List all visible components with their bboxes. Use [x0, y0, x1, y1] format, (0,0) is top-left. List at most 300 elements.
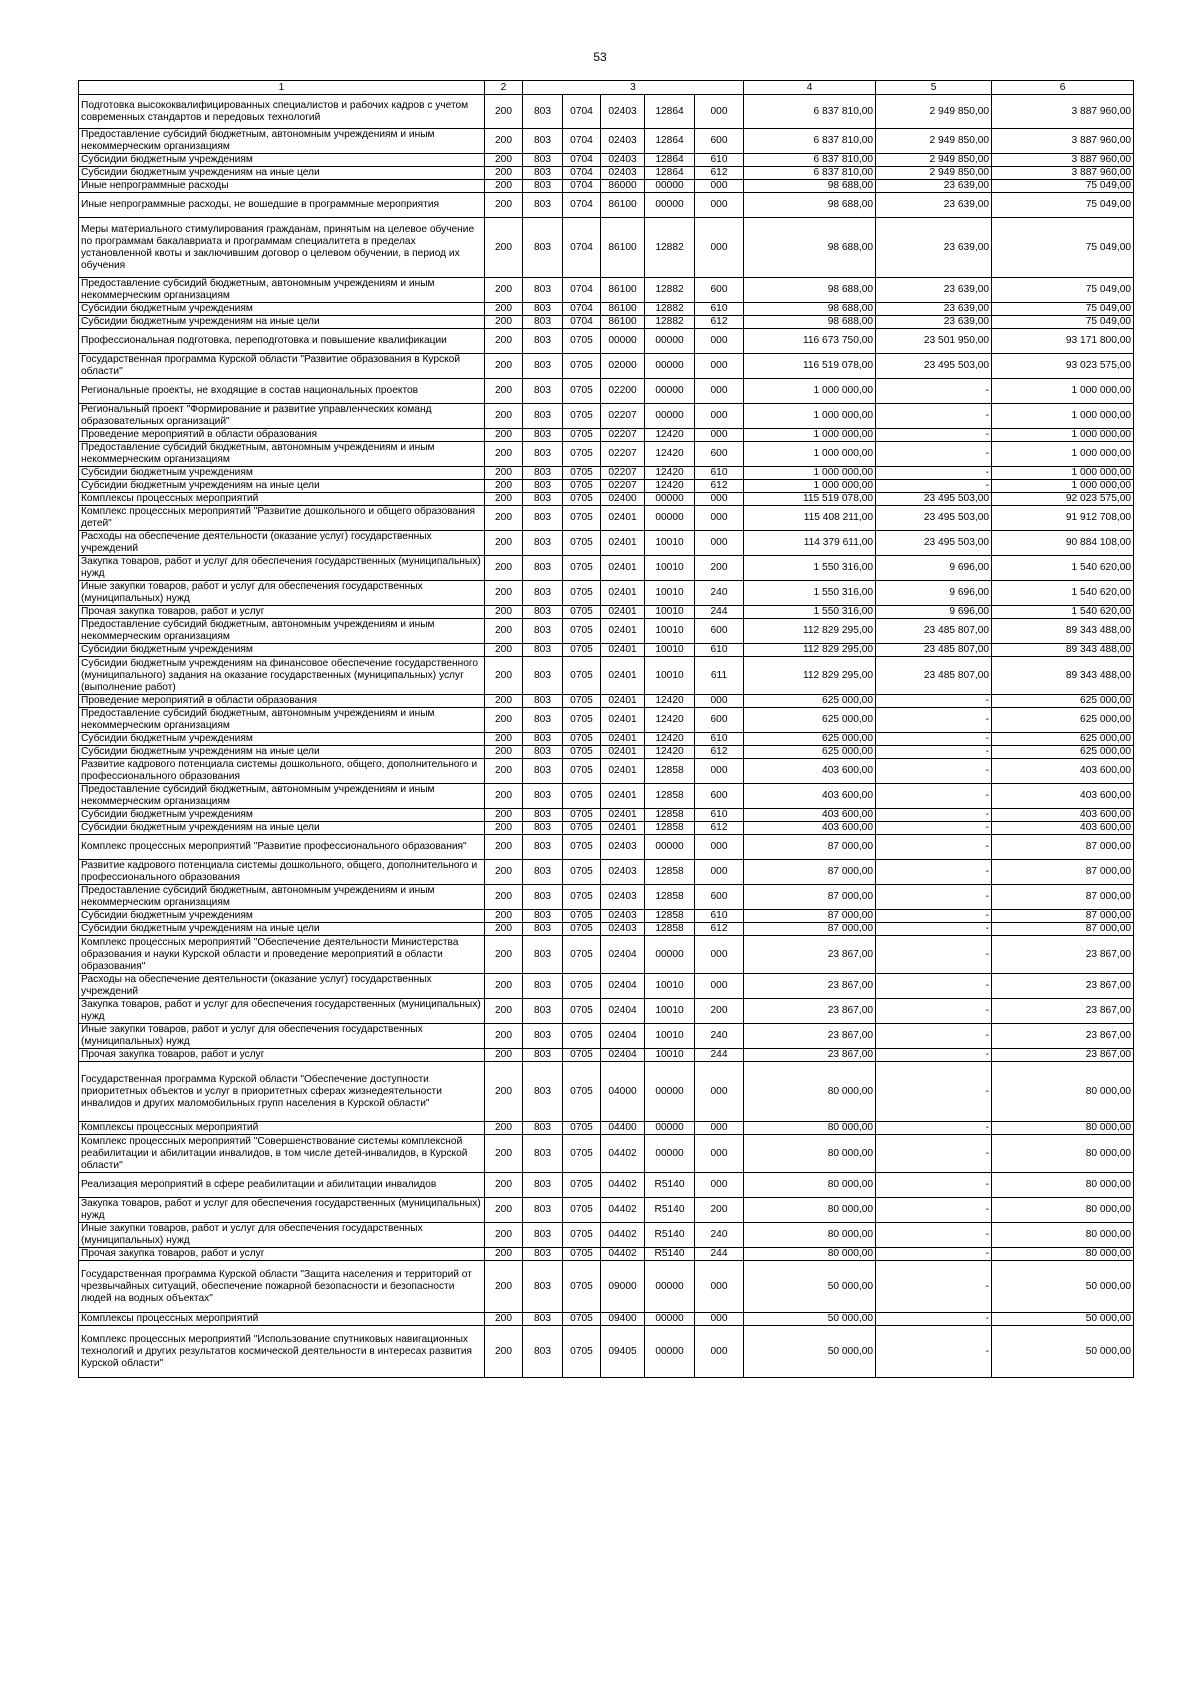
code-program: 02403: [601, 154, 645, 167]
code-subsection: 0705: [563, 910, 601, 923]
amount-regional: 403 600,00: [992, 759, 1134, 784]
code-subsection: 0705: [563, 354, 601, 379]
code-section: 803: [523, 1024, 563, 1049]
row-name: Иные закупки товаров, работ и услуг для обеспечения государственных (муниципальных) нужд: [79, 1223, 485, 1248]
code-chapter: 200: [485, 303, 523, 316]
code-section: 803: [523, 1122, 563, 1135]
amount-total: 116 673 750,00: [744, 329, 876, 354]
code-expense-type: 000: [695, 95, 744, 129]
code-section: 803: [523, 657, 563, 695]
amount-federal: -: [876, 923, 992, 936]
code-chapter: 200: [485, 180, 523, 193]
code-section: 803: [523, 936, 563, 974]
code-program: 02404: [601, 974, 645, 999]
amount-federal: -: [876, 695, 992, 708]
code-subsection: 0704: [563, 218, 601, 278]
code-chapter: 200: [485, 1248, 523, 1261]
code-section: 803: [523, 218, 563, 278]
row-name: Предоставление субсидий бюджетным, автономным учреждениям и иным некоммерческим организациям: [79, 278, 485, 303]
budget-table: [78, 80, 1134, 1378]
code-expense-type: 000: [695, 404, 744, 429]
code-expense-type: 200: [695, 556, 744, 581]
code-program: 04402: [601, 1223, 645, 1248]
table-row: [79, 1049, 1134, 1062]
code-chapter: 200: [485, 218, 523, 278]
amount-federal: -: [876, 379, 992, 404]
code-subsection: 0705: [563, 1248, 601, 1261]
amount-federal: -: [876, 835, 992, 860]
table-row: [79, 923, 1134, 936]
row-name: Субсидии бюджетным учреждениям: [79, 809, 485, 822]
code-subsection: 0705: [563, 506, 601, 531]
amount-federal: 23 501 950,00: [876, 329, 992, 354]
row-name: Прочая закупка товаров, работ и услуг: [79, 1049, 485, 1062]
code-direction: 00000: [645, 1062, 695, 1122]
code-expense-type: 000: [695, 193, 744, 218]
code-program: 09405: [601, 1326, 645, 1378]
code-subsection: 0705: [563, 644, 601, 657]
amount-federal: -: [876, 1198, 992, 1223]
code-expense-type: 000: [695, 1173, 744, 1198]
amount-regional: 23 867,00: [992, 1024, 1134, 1049]
amount-federal: 23 639,00: [876, 316, 992, 329]
code-subsection: 0705: [563, 531, 601, 556]
amount-federal: -: [876, 910, 992, 923]
code-subsection: 0705: [563, 467, 601, 480]
table-row: [79, 695, 1134, 708]
code-program: 02403: [601, 129, 645, 154]
code-direction: 00000: [645, 354, 695, 379]
amount-federal: -: [876, 733, 992, 746]
code-expense-type: 000: [695, 180, 744, 193]
header-col-6: 6: [992, 81, 1134, 95]
header-row: [79, 81, 1134, 95]
code-chapter: 200: [485, 1326, 523, 1378]
code-section: 803: [523, 1135, 563, 1173]
code-section: 803: [523, 860, 563, 885]
row-name: Прочая закупка товаров, работ и услуг: [79, 606, 485, 619]
code-program: 02403: [601, 95, 645, 129]
code-section: 803: [523, 1261, 563, 1313]
table-row: [79, 885, 1134, 910]
code-subsection: 0705: [563, 556, 601, 581]
amount-regional: 75 049,00: [992, 193, 1134, 218]
code-subsection: 0705: [563, 606, 601, 619]
code-program: 02403: [601, 860, 645, 885]
amount-regional: 23 867,00: [992, 974, 1134, 999]
amount-total: 87 000,00: [744, 885, 876, 910]
code-expense-type: 000: [695, 695, 744, 708]
row-name: Субсидии бюджетным учреждениям: [79, 467, 485, 480]
table-row: [79, 429, 1134, 442]
code-subsection: 0705: [563, 404, 601, 429]
code-subsection: 0704: [563, 303, 601, 316]
code-program: 02401: [601, 556, 645, 581]
code-expense-type: 240: [695, 1223, 744, 1248]
code-subsection: 0705: [563, 835, 601, 860]
code-program: 02401: [601, 759, 645, 784]
amount-regional: 87 000,00: [992, 885, 1134, 910]
code-direction: 10010: [645, 606, 695, 619]
row-name: Предоставление субсидий бюджетным, автономным учреждениям и иным некоммерческим организациям: [79, 619, 485, 644]
code-program: 86100: [601, 316, 645, 329]
code-section: 803: [523, 329, 563, 354]
amount-total: 1 000 000,00: [744, 442, 876, 467]
amount-federal: -: [876, 1024, 992, 1049]
code-expense-type: 240: [695, 1024, 744, 1049]
table-row: [79, 95, 1134, 129]
code-direction: 12420: [645, 746, 695, 759]
code-section: 803: [523, 619, 563, 644]
code-expense-type: 612: [695, 316, 744, 329]
code-chapter: 200: [485, 835, 523, 860]
code-expense-type: 000: [695, 493, 744, 506]
code-section: 803: [523, 695, 563, 708]
amount-regional: 403 600,00: [992, 822, 1134, 835]
code-expense-type: 612: [695, 167, 744, 180]
code-direction: 12420: [645, 467, 695, 480]
amount-federal: -: [876, 860, 992, 885]
code-program: 02207: [601, 467, 645, 480]
code-chapter: 200: [485, 354, 523, 379]
code-expense-type: 000: [695, 429, 744, 442]
code-expense-type: 000: [695, 329, 744, 354]
row-name: Реализация мероприятий в сфере реабилитации и абилитации инвалидов: [79, 1173, 485, 1198]
code-expense-type: 000: [695, 1261, 744, 1313]
code-subsection: 0705: [563, 809, 601, 822]
code-expense-type: 600: [695, 784, 744, 809]
amount-total: 112 829 295,00: [744, 619, 876, 644]
amount-federal: 23 639,00: [876, 303, 992, 316]
amount-regional: 89 343 488,00: [992, 644, 1134, 657]
amount-regional: 50 000,00: [992, 1261, 1134, 1313]
code-direction: 10010: [645, 556, 695, 581]
table-row: [79, 1198, 1134, 1223]
code-section: 803: [523, 129, 563, 154]
code-expense-type: 611: [695, 657, 744, 695]
code-program: 02401: [601, 695, 645, 708]
code-expense-type: 600: [695, 442, 744, 467]
code-section: 803: [523, 480, 563, 493]
code-chapter: 200: [485, 657, 523, 695]
code-expense-type: 240: [695, 581, 744, 606]
code-expense-type: 000: [695, 835, 744, 860]
code-chapter: 200: [485, 429, 523, 442]
amount-total: 403 600,00: [744, 759, 876, 784]
row-name: Субсидии бюджетным учреждениям на иные цели: [79, 480, 485, 493]
amount-federal: -: [876, 708, 992, 733]
code-section: 803: [523, 809, 563, 822]
code-program: 02401: [601, 809, 645, 822]
amount-regional: 50 000,00: [992, 1326, 1134, 1378]
code-subsection: 0705: [563, 581, 601, 606]
code-section: 803: [523, 556, 563, 581]
code-program: 02403: [601, 885, 645, 910]
amount-regional: 1 540 620,00: [992, 606, 1134, 619]
amount-total: 23 867,00: [744, 999, 876, 1024]
amount-regional: 23 867,00: [992, 1049, 1134, 1062]
code-section: 803: [523, 354, 563, 379]
row-name: Прочая закупка товаров, работ и услуг: [79, 1248, 485, 1261]
code-subsection: 0704: [563, 278, 601, 303]
amount-total: 115 519 078,00: [744, 493, 876, 506]
row-name: Субсидии бюджетным учреждениям на иные цели: [79, 746, 485, 759]
code-subsection: 0705: [563, 429, 601, 442]
amount-total: 87 000,00: [744, 835, 876, 860]
code-section: 803: [523, 733, 563, 746]
amount-total: 87 000,00: [744, 860, 876, 885]
code-subsection: 0705: [563, 657, 601, 695]
code-subsection: 0705: [563, 442, 601, 467]
code-subsection: 0705: [563, 885, 601, 910]
amount-federal: -: [876, 936, 992, 974]
amount-federal: -: [876, 1049, 992, 1062]
amount-federal: -: [876, 809, 992, 822]
code-direction: 12882: [645, 218, 695, 278]
amount-regional: 80 000,00: [992, 1223, 1134, 1248]
code-expense-type: 610: [695, 733, 744, 746]
code-program: 04402: [601, 1198, 645, 1223]
code-chapter: 200: [485, 809, 523, 822]
amount-total: 87 000,00: [744, 923, 876, 936]
code-subsection: 0704: [563, 167, 601, 180]
code-subsection: 0705: [563, 329, 601, 354]
row-name: Развитие кадрового потенциала системы дошкольного, общего, дополнительного и профессионального образования: [79, 759, 485, 784]
amount-federal: 23 639,00: [876, 180, 992, 193]
amount-regional: 1 000 000,00: [992, 442, 1134, 467]
code-chapter: 200: [485, 1313, 523, 1326]
amount-regional: 80 000,00: [992, 1122, 1134, 1135]
amount-total: 625 000,00: [744, 733, 876, 746]
amount-regional: 1 540 620,00: [992, 556, 1134, 581]
table-row: [79, 1326, 1134, 1378]
code-subsection: 0705: [563, 695, 601, 708]
code-chapter: 200: [485, 329, 523, 354]
amount-regional: 1 540 620,00: [992, 581, 1134, 606]
code-program: 02401: [601, 506, 645, 531]
row-name: Государственная программа Курской области "Защита населения и территорий от чрезвычайных ситуаций, обеспечение пожарной безопасности и безопасности людей на водных объектах": [79, 1261, 485, 1313]
row-name: Закупка товаров, работ и услуг для обеспечения государственных (муниципальных) нужд: [79, 999, 485, 1024]
code-expense-type: 000: [695, 506, 744, 531]
table-row: [79, 619, 1134, 644]
amount-federal: 9 696,00: [876, 556, 992, 581]
code-program: 02207: [601, 442, 645, 467]
amount-federal: -: [876, 999, 992, 1024]
row-name: Комплексы процессных мероприятий: [79, 1313, 485, 1326]
code-direction: 00000: [645, 329, 695, 354]
amount-federal: -: [876, 1248, 992, 1261]
code-chapter: 200: [485, 531, 523, 556]
code-subsection: 0705: [563, 493, 601, 506]
code-program: 02207: [601, 480, 645, 493]
table-row: [79, 1024, 1134, 1049]
code-section: 803: [523, 1313, 563, 1326]
code-chapter: 200: [485, 1198, 523, 1223]
table-row: [79, 974, 1134, 999]
code-direction: 00000: [645, 936, 695, 974]
amount-total: 23 867,00: [744, 1024, 876, 1049]
code-expense-type: 612: [695, 822, 744, 835]
code-program: 02207: [601, 404, 645, 429]
code-chapter: 200: [485, 167, 523, 180]
code-direction: 12420: [645, 708, 695, 733]
code-subsection: 0704: [563, 316, 601, 329]
row-name: Субсидии бюджетным учреждениям на иные цели: [79, 822, 485, 835]
code-program: 02401: [601, 708, 645, 733]
amount-total: 50 000,00: [744, 1261, 876, 1313]
code-program: 86100: [601, 278, 645, 303]
amount-regional: 625 000,00: [992, 733, 1134, 746]
amount-regional: 1 000 000,00: [992, 429, 1134, 442]
table-row: [79, 442, 1134, 467]
code-section: 803: [523, 154, 563, 167]
amount-federal: 9 696,00: [876, 606, 992, 619]
code-direction: 12858: [645, 822, 695, 835]
amount-total: 98 688,00: [744, 316, 876, 329]
table-row: [79, 1062, 1134, 1122]
amount-federal: -: [876, 974, 992, 999]
row-name: Предоставление субсидий бюджетным, автономным учреждениям и иным некоммерческим организациям: [79, 784, 485, 809]
code-chapter: 200: [485, 1122, 523, 1135]
amount-total: 403 600,00: [744, 822, 876, 835]
amount-total: 98 688,00: [744, 303, 876, 316]
code-chapter: 200: [485, 278, 523, 303]
code-expense-type: 244: [695, 606, 744, 619]
code-direction: 12864: [645, 154, 695, 167]
table-row: [79, 809, 1134, 822]
code-subsection: 0705: [563, 1135, 601, 1173]
row-name: Субсидии бюджетным учреждениям на иные цели: [79, 316, 485, 329]
code-section: 803: [523, 467, 563, 480]
code-chapter: 200: [485, 480, 523, 493]
amount-regional: 80 000,00: [992, 1173, 1134, 1198]
amount-regional: 80 000,00: [992, 1135, 1134, 1173]
code-subsection: 0705: [563, 379, 601, 404]
amount-regional: 80 000,00: [992, 1248, 1134, 1261]
code-section: 803: [523, 531, 563, 556]
row-name: Комплекс процессных мероприятий "Использование спутниковых навигационных технологий и других результатов космической деятельности в интересах развития Курской области": [79, 1326, 485, 1378]
code-chapter: 200: [485, 619, 523, 644]
amount-total: 80 000,00: [744, 1248, 876, 1261]
amount-federal: -: [876, 1062, 992, 1122]
amount-regional: 50 000,00: [992, 1313, 1134, 1326]
amount-total: 98 688,00: [744, 180, 876, 193]
code-subsection: 0705: [563, 1313, 601, 1326]
amount-federal: -: [876, 1173, 992, 1198]
code-direction: 10010: [645, 657, 695, 695]
code-section: 803: [523, 784, 563, 809]
code-direction: R5140: [645, 1173, 695, 1198]
code-chapter: 200: [485, 1173, 523, 1198]
code-section: 803: [523, 429, 563, 442]
table-row: [79, 480, 1134, 493]
row-name: Профессиональная подготовка, переподготовка и повышение квалификации: [79, 329, 485, 354]
code-expense-type: 612: [695, 746, 744, 759]
code-expense-type: 610: [695, 154, 744, 167]
code-direction: 12858: [645, 759, 695, 784]
amount-federal: -: [876, 1261, 992, 1313]
amount-total: 1 550 316,00: [744, 581, 876, 606]
code-program: 02404: [601, 936, 645, 974]
code-direction: 00000: [645, 1261, 695, 1313]
table-row: [79, 316, 1134, 329]
code-chapter: 200: [485, 784, 523, 809]
table-row: [79, 303, 1134, 316]
code-section: 803: [523, 606, 563, 619]
code-program: 02400: [601, 493, 645, 506]
table-row: [79, 180, 1134, 193]
code-expense-type: 610: [695, 467, 744, 480]
row-name: Региональные проекты, не входящие в состав национальных проектов: [79, 379, 485, 404]
amount-total: 403 600,00: [744, 809, 876, 822]
code-direction: 12858: [645, 860, 695, 885]
code-section: 803: [523, 316, 563, 329]
table-row: [79, 1135, 1134, 1173]
amount-regional: 90 884 108,00: [992, 531, 1134, 556]
code-expense-type: 000: [695, 1313, 744, 1326]
code-program: 86100: [601, 193, 645, 218]
code-chapter: 200: [485, 404, 523, 429]
amount-regional: 87 000,00: [992, 910, 1134, 923]
table-row: [79, 467, 1134, 480]
amount-federal: 23 485 807,00: [876, 619, 992, 644]
row-name: Расходы на обеспечение деятельности (оказание услуг) государственных учреждений: [79, 974, 485, 999]
code-chapter: 200: [485, 556, 523, 581]
amount-federal: -: [876, 467, 992, 480]
amount-federal: -: [876, 885, 992, 910]
amount-regional: 87 000,00: [992, 923, 1134, 936]
row-name: Комплексы процессных мероприятий: [79, 1122, 485, 1135]
code-direction: 12864: [645, 167, 695, 180]
amount-federal: 9 696,00: [876, 581, 992, 606]
row-name: Субсидии бюджетным учреждениям на финансовое обеспечение государственного (муниципального) задания на оказание государственных (муниципальных) услуг (выполнение работ): [79, 657, 485, 695]
amount-regional: 23 867,00: [992, 936, 1134, 974]
table-row: [79, 531, 1134, 556]
table-row: [79, 354, 1134, 379]
table-row: [79, 784, 1134, 809]
code-direction: 10010: [645, 531, 695, 556]
amount-federal: 23 495 503,00: [876, 493, 992, 506]
row-name: Предоставление субсидий бюджетным, автономным учреждениям и иным некоммерческим организациям: [79, 129, 485, 154]
code-expense-type: 000: [695, 1122, 744, 1135]
code-program: 86100: [601, 218, 645, 278]
code-subsection: 0705: [563, 923, 601, 936]
code-section: 803: [523, 708, 563, 733]
row-name: Развитие кадрового потенциала системы дошкольного, общего, дополнительного и профессионального образования: [79, 860, 485, 885]
code-program: 02401: [601, 606, 645, 619]
code-expense-type: 000: [695, 1062, 744, 1122]
code-expense-type: 600: [695, 708, 744, 733]
code-section: 803: [523, 404, 563, 429]
row-name: Государственная программа Курской области "Развитие образования в Курской области": [79, 354, 485, 379]
table-row: [79, 506, 1134, 531]
amount-federal: -: [876, 404, 992, 429]
table-row: [79, 910, 1134, 923]
code-program: 02401: [601, 657, 645, 695]
code-chapter: 200: [485, 1062, 523, 1122]
table-row: [79, 1223, 1134, 1248]
code-direction: R5140: [645, 1223, 695, 1248]
row-name: Иные непрограммные расходы, не вошедшие в программные мероприятия: [79, 193, 485, 218]
code-expense-type: 600: [695, 129, 744, 154]
amount-federal: -: [876, 759, 992, 784]
code-direction: 00000: [645, 1135, 695, 1173]
code-section: 803: [523, 278, 563, 303]
code-section: 803: [523, 167, 563, 180]
amount-regional: 92 023 575,00: [992, 493, 1134, 506]
table-body: [79, 95, 1134, 1378]
row-name: Комплекс процессных мероприятий "Развитие дошкольного и общего образования детей": [79, 506, 485, 531]
